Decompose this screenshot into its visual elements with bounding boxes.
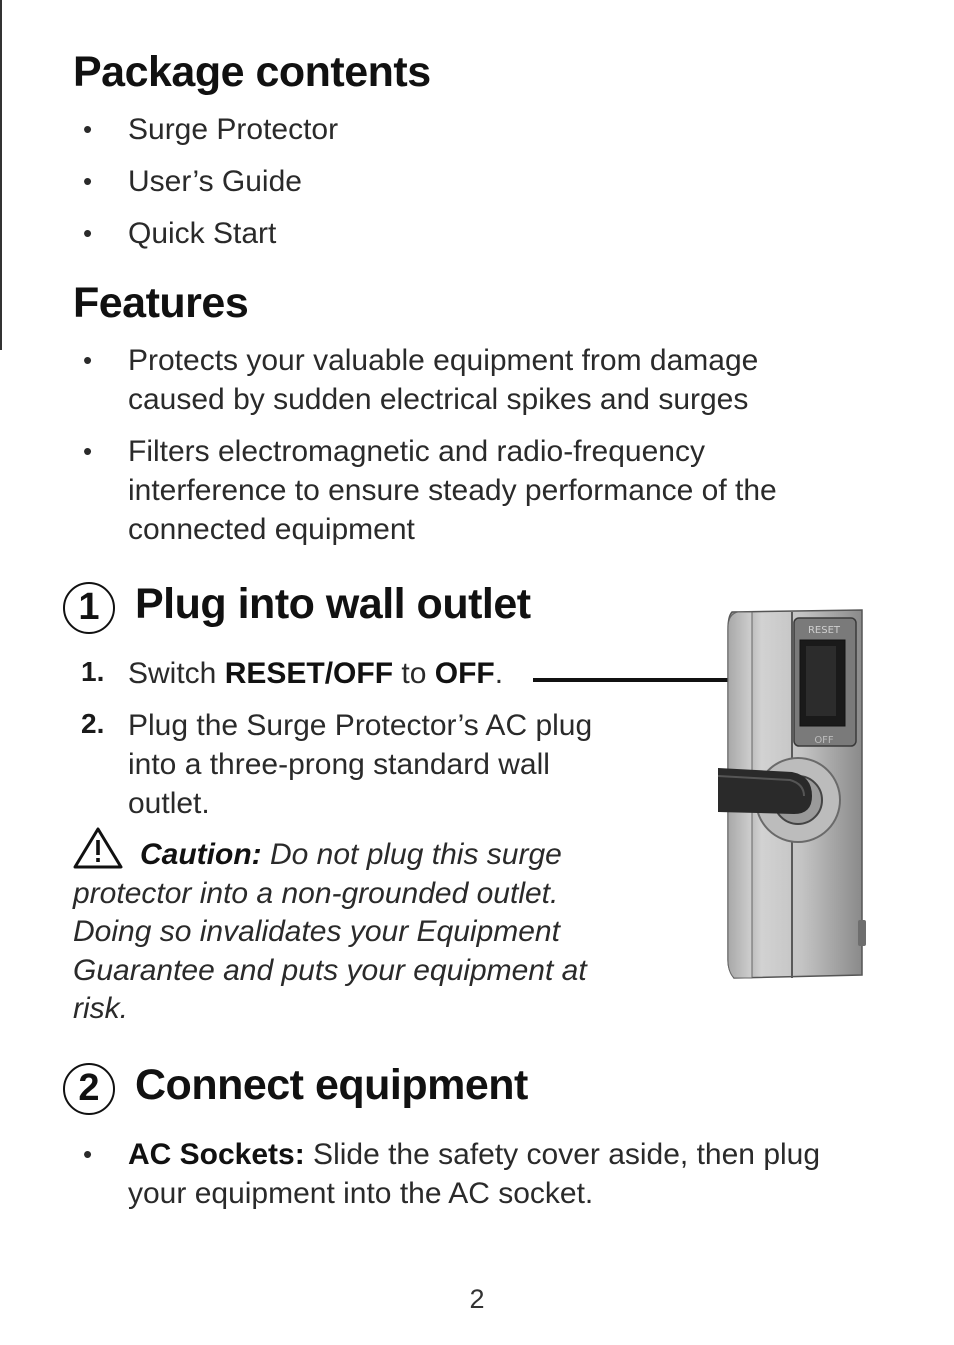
list-item <box>0 110 900 162</box>
step-item-text: Plug the Surge Protector’s AC plug into a three-prong standard wall outlet. <box>128 709 593 820</box>
step-number-badge: 1 <box>63 582 115 634</box>
connect-equipment-list <box>0 1135 900 1215</box>
step-item-text: Switch RESET/OFF to OFF. <box>128 657 504 690</box>
features-heading: Features <box>73 279 249 327</box>
list-item <box>0 432 900 562</box>
list-item-text: User’s Guide <box>128 165 302 198</box>
list-item <box>0 1135 900 1215</box>
bullet: • <box>83 1139 93 1169</box>
list-item <box>0 162 900 214</box>
bullet: • <box>83 114 93 144</box>
bullet: • <box>83 166 93 196</box>
ac-sockets-label: AC Sockets: <box>128 1138 305 1171</box>
list-item <box>0 214 900 266</box>
list-item-text: Protects your valuable equipment from damage caused by sudden electrical spikes and surges <box>128 344 759 416</box>
list-item-text <box>128 1135 840 1213</box>
list-item-text: Quick Start <box>128 217 277 250</box>
package-contents-heading: Package contents <box>73 48 431 96</box>
caution-text: Do not plug this surge protector into a non-grounded outlet. Doing so invalidates your Equipment Guarantee and puts your equipment at risk. <box>73 838 587 1025</box>
ac-sockets-text: Slide the safety cover aside, then plug your equipment into the AC socket. <box>128 1138 821 1210</box>
step-number-badge: 2 <box>63 1063 115 1115</box>
list-item-text: Filters electromagnetic and radio-frequency interference to ensure steady performance of the connected equipment <box>128 435 777 546</box>
step-item-number: 1. <box>81 656 105 687</box>
page-number: 2 <box>469 1284 485 1314</box>
caution-note <box>73 836 633 1029</box>
step-item-number: 2. <box>81 708 105 739</box>
list-item-text: Surge Protector <box>128 113 339 146</box>
step-title: Plug into wall outlet <box>135 580 531 628</box>
svg-text:RESET: RESET <box>807 625 841 636</box>
step-title: Connect equipment <box>135 1061 528 1109</box>
bullet: • <box>83 218 93 248</box>
bullet: • <box>83 436 93 466</box>
list-item <box>0 341 900 432</box>
features-list <box>0 341 900 562</box>
bullet: • <box>83 345 93 375</box>
svg-text:OFF: OFF <box>814 735 834 746</box>
surge-protector-illustration <box>712 600 872 985</box>
package-contents-list <box>0 110 900 266</box>
caution-label: Caution: <box>140 838 262 871</box>
